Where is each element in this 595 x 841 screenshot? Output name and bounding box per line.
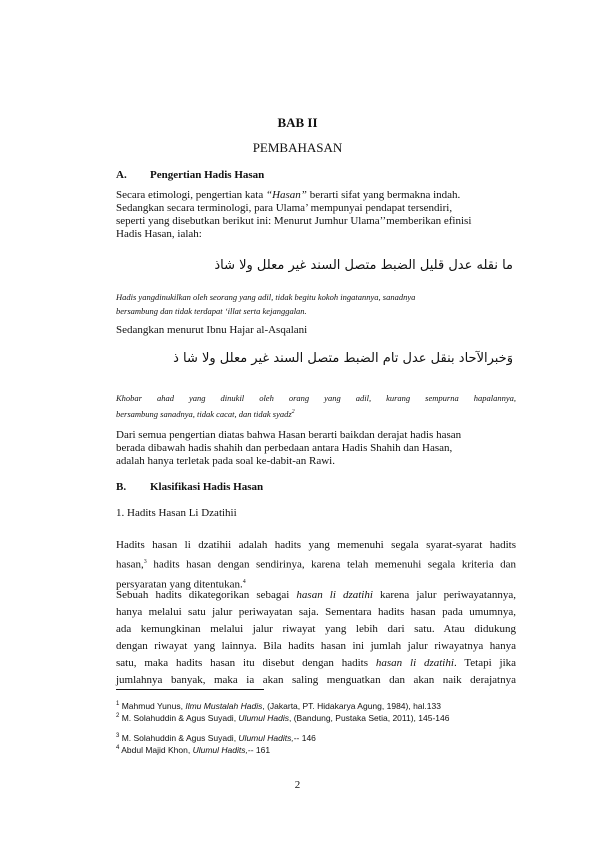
- paragraph-1-text: persyaratan yang ditentukan.: [116, 578, 243, 591]
- footnote-title: Ulumul Hadis: [238, 712, 289, 723]
- paragraph-2-text: Sebuah hadits dikategorikan sebagai: [116, 589, 297, 601]
- footnote-text: Mahmud Yunus,: [119, 700, 186, 711]
- ibnu-hajar-line: Sedangkan menurut Ibnu Hajar al-Asqalani: [116, 324, 308, 336]
- translation-2-text: bersambung sanadnya, tidak cacat, dan tidak syadz: [116, 408, 292, 419]
- footnote-text: Abdul Majid Khon,: [119, 744, 193, 755]
- section-a-heading: [116, 169, 516, 181]
- footnote-ref-2: 2: [291, 409, 295, 415]
- intro-text: Secara etimologi, pengertian kata: [116, 189, 266, 201]
- term-hasan: “Hasan”: [265, 189, 307, 201]
- footnote-2: [116, 711, 516, 724]
- footnote-text: M. Solahuddin & Agus Suyadi,: [119, 732, 239, 743]
- subsection-1-heading: 1. Hadits Hasan Li Dzatihii: [116, 507, 237, 519]
- paragraph-2-line-3: ada kemungkinan melalui jalur riwayat yang lebih dari satu. Atau didukung: [116, 623, 516, 635]
- footnote-number: 4: [116, 745, 120, 751]
- section-b-title: Klasifikasi Hadis Hasan: [150, 481, 264, 493]
- paragraph-2-text: . Tetapi jika: [453, 657, 517, 669]
- intro-line-3: seperti yang disebutkan berikut ini: Menurut Jumhur Ulama’’memberikan efinisi: [116, 215, 472, 227]
- paragraph-1: [116, 537, 516, 593]
- footnote-title: Ulumul Hadits,: [192, 744, 248, 755]
- translation-2-line-2: [116, 405, 516, 421]
- footnote-text: -- 161: [247, 744, 271, 755]
- conclusion-line-1: Dari semua pengertian diatas bahwa Hasan berarti baikdan derajat hadis hasan: [116, 429, 462, 441]
- term-hasan-li-dzatihi: hasan li dzatihi: [296, 589, 373, 601]
- chapter-label: BAB II: [277, 115, 318, 130]
- paragraph-1-text: hadits hasan dengan sendirinya, karena telah memenuhi segala kriteria dan: [146, 558, 516, 571]
- paragraph-1-line-1: Hadits hasan li dzatihii adalah hadits yang memenuhi segala syarat-syarat hadits: [116, 539, 516, 551]
- intro-paragraph: [116, 189, 516, 241]
- footnote-number: 3: [116, 733, 120, 739]
- footnote-title: Ilmu Mustalah Hadis: [185, 700, 263, 711]
- arabic-definition-1: ما نقله عدل قليل الضبط متصل السند غير معلل ولا شاذ: [214, 258, 513, 273]
- intro-line-1: [116, 189, 516, 202]
- arabic-definition-2: وَخبرالآحاد بنقل عدل تام الضبط متصل السند غير معلل ولا شا ذ: [173, 351, 513, 366]
- paragraph-2: [116, 587, 516, 689]
- paragraph-2-text: karena jalur periwayatannya,: [372, 589, 516, 601]
- conclusion-line-2: berada dibawah hadis shahih dan perbedaan antara Hadis Shahih dan Hasan,: [116, 442, 453, 454]
- footnote-ref-4: 4: [242, 578, 246, 585]
- footnote-number: 2: [116, 713, 120, 719]
- footnote-text: , (Bandung, Pustaka Setia, 2011), 145-146: [288, 712, 450, 723]
- footnote-title: Ulumul Hadits,: [238, 732, 294, 743]
- footnote-3: [116, 731, 516, 744]
- footnote-4: [116, 743, 516, 756]
- paragraph-2-line-1: [116, 587, 516, 604]
- paragraph-2-line-4: dengan riwayat yang lainnya. Bila hadits hasan ini jumlah jalur riwayatnya hanya: [116, 640, 516, 652]
- footnote-text: , (Jakarta, PT. Hidakarya Agung, 1984), hal.133: [262, 700, 441, 711]
- paragraph-1-line-2: [116, 554, 516, 574]
- paragraph-2-line-2: hanya melalui satu jalur periwayatan saja. Sementara hadits hasan pada umumnya,: [116, 606, 516, 618]
- translation-1-line-2: bersambung dan tidak terdapat ‘illat serta kejanggalan.: [116, 306, 307, 316]
- translation-2: [116, 391, 516, 421]
- paragraph-2-text: satu, maka hadits hasan itu disebut dengan hadits: [116, 657, 376, 669]
- footnote-separator: [116, 689, 264, 690]
- section-b-number: B.: [116, 481, 127, 493]
- section-a-title: Pengertian Hadis Hasan: [150, 169, 265, 181]
- paragraph-2-line-5: [116, 655, 516, 672]
- footnote-number: 1: [116, 701, 120, 707]
- footnote-text: -- 146: [293, 732, 316, 743]
- footnote-1: [116, 699, 516, 712]
- conclusion-paragraph: [116, 429, 516, 468]
- translation-1: [116, 290, 516, 318]
- translation-2-line-1: Khobar ahad yang dinukil oleh orang yang adil, kurang sempurna hapalannya,: [116, 393, 516, 403]
- footnote-ref-3: 3: [143, 559, 147, 565]
- translation-1-line-1: Hadis yangdinukilkan oleh seorang yang adil, tidak begitu kokoh ingatannya, sanadnya: [116, 292, 416, 302]
- term-hasan-li-dzatihi: hasan li dzatihi: [375, 657, 454, 669]
- section-b-heading: [116, 481, 516, 493]
- intro-line-4: Hadis Hasan, ialah:: [116, 228, 202, 240]
- intro-text: berarti sifat yang bermakna indah.: [306, 189, 461, 201]
- page-number: 2: [294, 779, 301, 791]
- footnote-text: M. Solahuddin & Agus Suyadi,: [119, 712, 239, 723]
- chapter-title: PEMBAHASAN: [252, 140, 343, 155]
- section-a-number: A.: [116, 169, 127, 181]
- paragraph-1-text: hasan,: [116, 558, 144, 571]
- intro-line-2: Sedangkan secara terminologi, para Ulama’ mempunyai pendapat tersendiri,: [116, 202, 453, 214]
- conclusion-line-3: adalah hanya terletak pada soal ke-dabit-an Rawi.: [116, 455, 335, 467]
- paragraph-2-line-6: jumlahnya banyak, maka ia akan saling menguatkan dan akan naik derajatnya: [116, 674, 516, 686]
